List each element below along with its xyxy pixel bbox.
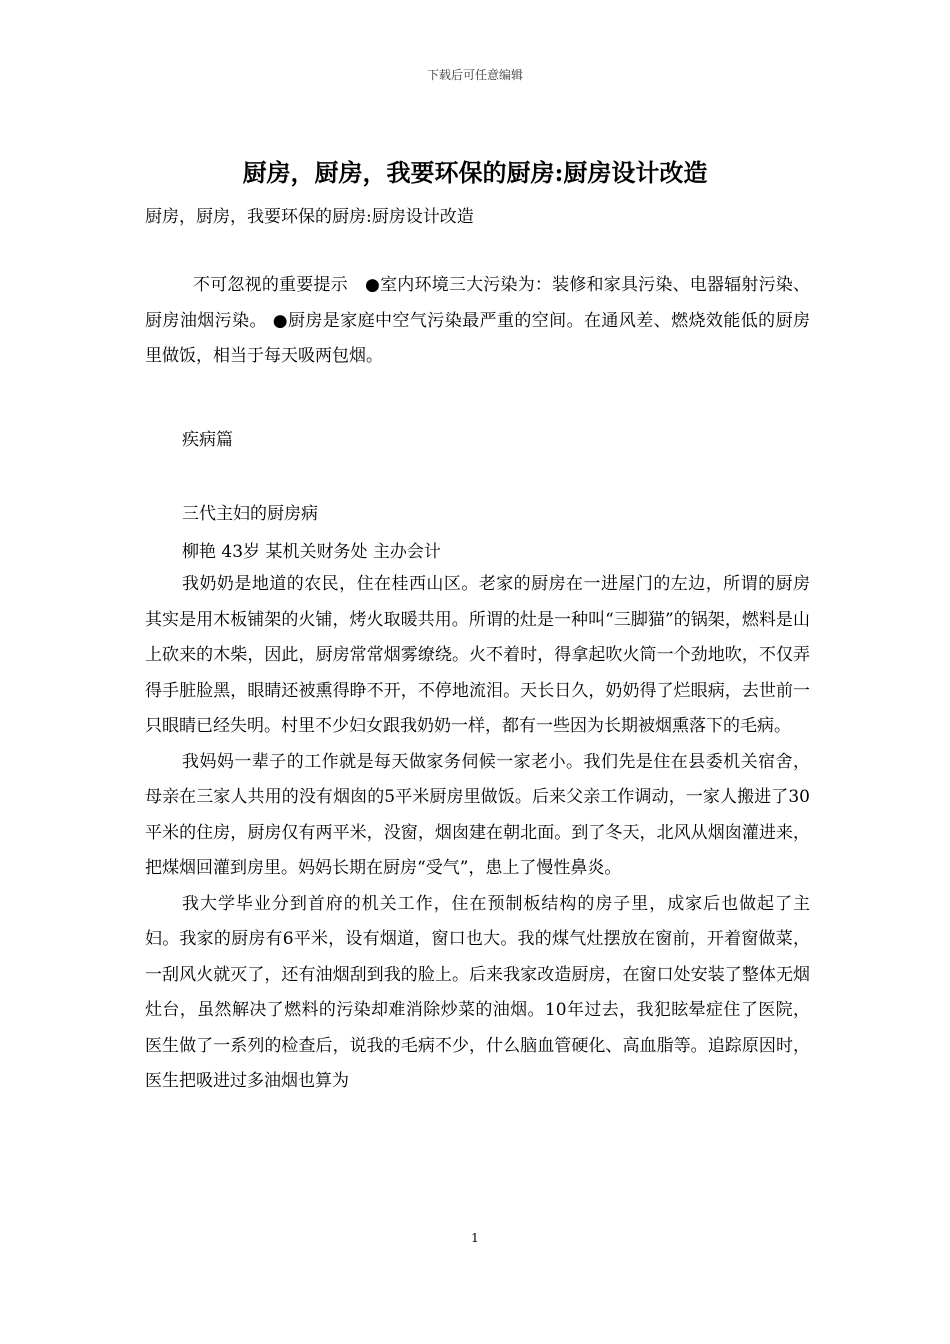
paragraph-mother: 我妈妈一辈子的工作就是每天做家务伺候一家老小。我们先是住在县委机关宿舍，母亲在三家人共用的没有烟囱的5平米厨房里做饭。后来父亲工作调动，一家人搬进了30平米的住房，厨房仅有两平米，没窗，烟囱建在朝北面。到了冬天，北风从烟囱灌进来，把煤烟回灌到房里。妈妈长期在厨房“受气”，患上了慢性鼻炎。 xyxy=(145,751,810,878)
story-title: 三代主妇的厨房病 xyxy=(182,504,318,524)
document-title: 厨房，厨房，我要环保的厨房:厨房设计改造 xyxy=(242,158,708,187)
byline: 柳艳 43岁 某机关财务处 主办会计 xyxy=(182,542,441,562)
paragraph-self: 我大学毕业分到首府的机关工作，住在预制板结构的房子里，成家后也做起了主妇。我家的厨房有6平米，设有烟道，窗口也大。我的煤气灶摆放在窗前，开着窗做菜，一刮风火就灭了，还有油烟刮到我的脸上。后来我家改造厨房，在窗口处安装了整体无烟灶台，虽然解决了燃料的污染却难消除炒菜的油烟。10年过去，我犯眩晕症住了医院，医生做了一系列的检查后，说我的毛病不少，什么脑血管硬化、高血脂等。追踪原因时，医生把吸进过多油烟也算为 xyxy=(145,893,810,1091)
article-body xyxy=(145,567,810,1100)
header-note: 下载后可任意编辑 xyxy=(426,68,523,82)
page-number: 1 xyxy=(471,1231,479,1245)
paragraph-grandmother: 我奶奶是地道的农民，住在桂西山区。老家的厨房在一进屋门的左边，所谓的厨房其实是用木板铺架的火铺，烤火取暖共用。所谓的灶是一种叫“三脚猫”的锅架，燃料是山上砍来的木柴，因此，厨房常常烟雾缭绕。火不着时，得拿起吹火筒一个劲地吹，不仅弄得手脏脸黑，眼睛还被熏得睁不开，不停地流泪。天长日久，奶奶得了烂眼病，去世前一只眼睛已经失明。村里不少妇女跟我奶奶一样，都有一些因为长期被烟熏落下的毛病。 xyxy=(145,574,810,736)
notice-text: 不可忽视的重要提示 ●室内环境三大污染为：装修和家具污染、电器辐射污染、厨房油烟污染。 ●厨房是家庭中空气污染最严重的空间。在通风差、燃烧效能低的厨房里做饭，相当于每天吸两包烟。 xyxy=(145,275,810,366)
section-heading: 疾病篇 xyxy=(182,430,233,450)
important-notice xyxy=(145,268,810,375)
document-subtitle: 厨房，厨房，我要环保的厨房:厨房设计改造 xyxy=(145,207,474,227)
